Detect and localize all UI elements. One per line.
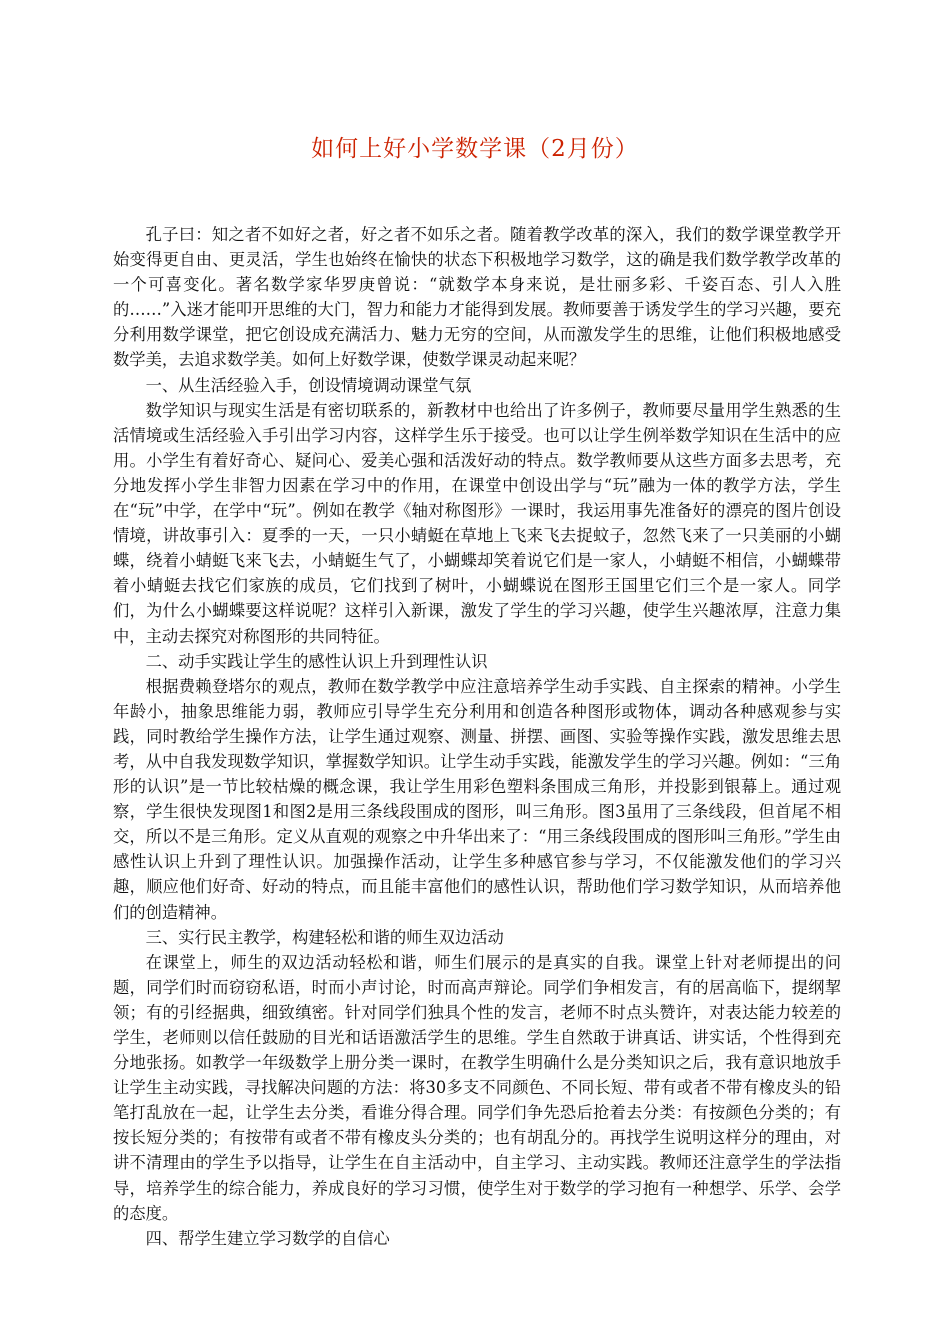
intro-paragraph: 孔子曰：知之者不如好之者，好之者不如乐之者。随着教学改革的深入，我们的数学课堂教学开始变得更自由、更灵活，学生也始终在愉快的状态下积极地学习数学，这的确是我们数学教学改革的一个可喜变化。著名数学家华罗庚曾说：“就数学本身来说，是壮丽多彩、千姿百态、引人入胜的……”入迷才能叩开思维的大门，智力和能力才能得到发展。教师要善于诱发学生的学习兴趣，要充分利用数学课堂，把它创设成充满活力、魅力无穷的空间，从而激发学生的思维，让他们积极地感受数学美，去追求数学美。如何上好数学课，使数学课灵动起来呢？ [113,225,841,370]
section-heading-4: 四、帮学生建立学习数学的自信心 [145,1228,390,1248]
document-body [113,222,841,1251]
section-paragraph-1: 数学知识与现实生活是有密切联系的，新教材中也给出了许多例子，教师要尽量用学生熟悉的生活情境或生活经验入手引出学习内容，这样学生乐于接受。也可以让学生例举数学知识在生活中的应用。小学生有着好奇心、疑问心、爱美心强和活泼好动的特点。数学教师要从这些方面多去思考，充分地发挥小学生非智力因素在学习中的作用，在课堂中创设出学与“玩”融为一体的教学方法，学生在“玩”中学，在学中“玩”。例如在教学《轴对称图形》一课时，我运用事先准备好的漂亮的图片创设情境，讲故事引入：夏季的一天，一只小蜻蜓在草地上飞来飞去捉蚊子，忽然飞来了一只美丽的小蝴蝶，绕着小蜻蜓飞来飞去，小蜻蜓生气了，小蝴蝶却笑着说它们是一家人，小蜻蜓不相信，小蝴蝶带着小蜻蜓去找它们家族的成员，它们找到了树叶，小蝴蝶说在图形王国里它们三个是一家人。同学们，为什么小蝴蝶要这样说呢？这样引入新课，激发了学生的学习兴趣，使学生兴趣浓厚，注意力集中，主动去探究对称图形的共同特征。 [113,400,841,646]
section-heading-2: 二、动手实践让学生的感性认识上升到理性认识 [145,651,488,671]
section-heading-3: 三、实行民主教学，构建轻松和谐的师生双边活动 [145,927,504,947]
section-paragraph-2: 根据费赖登塔尔的观点，教师在数学教学中应注意培养学生动手实践、自主探索的精神。小学生年龄小，抽象思维能力弱，教师应引导学生充分利用和创造各种图形或物体，调动各种感观参与实践，同时教给学生操作方法，让学生通过观察、测量、拼摆、画图、实验等操作实践，激发思维去思考，从中自我发现数学知识，掌握数学知识。让学生动手实践，能激发学生的学习兴趣。例如：“三角形的认识”是一节比较枯燥的概念课，我让学生用彩色塑料条围成三角形，并投影到银幕上。通过观察，学生很快发现图1和图2是用三条线段围成的图形，叫三角形。图3虽用了三条线段，但首尾不相交，所以不是三角形。定义从直观的观察之中升华出来了：“用三条线段围成的图形叫三角形。”学生由感性认识上升到了理性认识。加强操作活动，让学生多种感官参与学习，不仅能激发他们的学习兴趣，顺应他们好奇、好动的特点，而且能丰富他们的感性认识，帮助他们学习数学知识，从而培养他们的创造精神。 [113,676,841,922]
section-heading-1: 一、从生活经验入手，创设情境调动课堂气氛 [145,375,472,395]
document-title: 如何上好小学数学课（2月份） [311,136,639,162]
section-paragraph-3: 在课堂上，师生的双边活动轻松和谐，师生们展示的是真实的自我。课堂上针对老师提出的问题，同学们时而窃窃私语，时而小声讨论，时而高声辩论。同学们争相发言，有的居高临下，提纲挈领；有的引经据典，细致缜密。针对同学们独具个性的发言，老师不时点头赞许，对表达能力较差的学生，老师则以信任鼓励的目光和话语激活学生的思维。学生自然敢于讲真话、讲实话，个性得到充分地张扬。如教学一年级数学上册分类一课时，在教学生明确什么是分类知识之后，我有意识地放手让学生主动实践，寻找解决问题的方法：将30多支不同颜色、不同长短、带有或者不带有橡皮头的铅笔打乱放在一起，让学生去分类，看谁分得合理。同学们争先恐后抢着去分类：有按颜色分类的；有按长短分类的；有按带有或者不带有橡皮头分类的；也有胡乱分的。再找学生说明这样分的理由，对讲不清理由的学生予以指导，让学生在自主活动中，自主学习、主动实践。教师还注意学生的学法指导，培养学生的综合能力，养成良好的学习习惯，使学生对于数学的学习抱有一种想学、乐学、会学的态度。 [113,952,841,1223]
